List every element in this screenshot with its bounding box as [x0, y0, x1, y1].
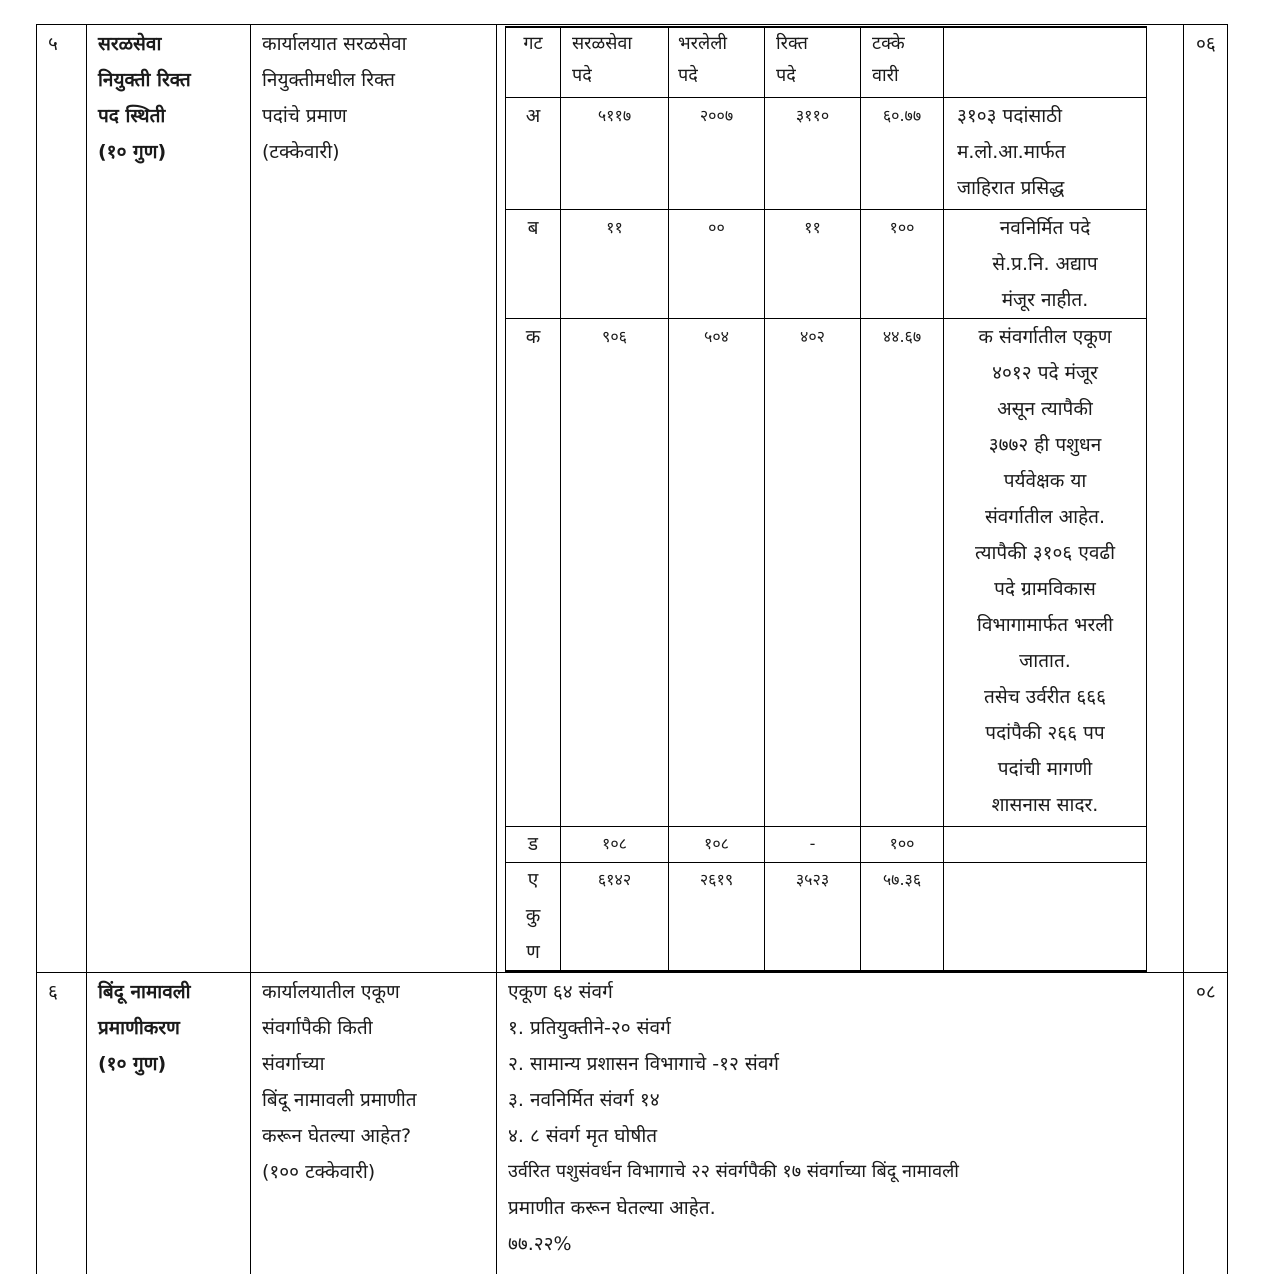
cell-remark: नवनिर्मित पदे [999, 217, 1091, 239]
criteria-line: करून घेतल्या आहेत? [262, 1125, 412, 1147]
cell-remark: शासनास सादर. [991, 794, 1099, 816]
cell-filled: २००७ [699, 106, 734, 125]
cell-sanctioned: १०८ [602, 834, 627, 853]
serial-number: ५ [48, 33, 58, 55]
cell-remark: पदांची मागणी [997, 758, 1093, 780]
col-border [86, 24, 87, 1274]
cell-remark: म.लो.आ.मार्फत [957, 141, 1066, 163]
cell-remark: ४०१२ पदे मंजूर [992, 362, 1098, 384]
detail-line: प्रमाणीत करून घेतल्या आहेत. [508, 1197, 716, 1219]
cell-remark: पदांपैकी २६६ पप [985, 722, 1105, 744]
cell-percent: १०० [889, 218, 915, 237]
criteria-line: संवर्गाच्या [262, 1053, 325, 1075]
cell-percent: ६०.७७ [882, 106, 922, 125]
cell-remark: त्यापैकी ३१०६ एवढी [974, 542, 1116, 564]
detail-line: ४. ८ संवर्ग मृत घोषीत [508, 1125, 658, 1147]
detail-line: एकूण ६४ संवर्ग [508, 981, 613, 1003]
cell-sanctioned: ६१४२ [597, 870, 632, 889]
header-filled: भरलेली [678, 33, 728, 54]
cell-gat: ए [527, 869, 539, 891]
criteria-line: संवर्गापैकी किती [262, 1017, 373, 1039]
topic-line: सरळसेवा [98, 33, 162, 55]
topic-marks: (१० गुण) [98, 141, 167, 163]
detail-line: ३. नवनिर्मित संवर्ग १४ [508, 1089, 660, 1111]
cell-percent: ५७.३६ [882, 870, 922, 889]
cell-remark: जातात. [1019, 650, 1071, 672]
cell-percent: १०० [889, 834, 915, 853]
header-percent: टक्के [872, 33, 905, 54]
criteria-line: (टक्केवारी) [262, 141, 340, 163]
cell-gat: ब [527, 217, 539, 239]
topic-line: पद स्थिती [98, 105, 166, 127]
cell-gat: ड [527, 833, 539, 855]
criteria-line: पदांचे प्रमाण [262, 105, 347, 127]
cell-filled: ०० [708, 218, 725, 237]
header-gat: गट [523, 33, 543, 54]
cell-remark: जाहिरात प्रसिद्ध [957, 177, 1065, 199]
cell-remark: संवर्गातील आहेत. [984, 506, 1106, 528]
cell-remark: पदे ग्रामविकास [994, 578, 1096, 600]
cell-filled: १०८ [704, 834, 729, 853]
cell-remark: असून त्यापैकी [997, 398, 1093, 420]
col-border [496, 24, 497, 1274]
cell-gat: ण [526, 941, 540, 963]
cell-gat: क [525, 326, 541, 348]
table-top-border [36, 24, 1228, 25]
header-vacant: रिक्त [776, 33, 808, 54]
criteria-line: बिंदू नामावली प्रमाणीत [262, 1089, 417, 1111]
inner-row-border [505, 970, 1147, 972]
cell-remark: विभागामार्फत भरली [976, 614, 1114, 636]
cell-remark: से.प्र.नि. अद्याप [992, 253, 1098, 275]
marks-value: ०८ [1196, 981, 1216, 1003]
cell-vacant: ४०२ [800, 327, 825, 346]
cell-remark: क संवर्गातील एकूण [978, 326, 1112, 348]
topic-marks: (१० गुण) [98, 1053, 167, 1075]
serial-number: ६ [48, 981, 58, 1003]
header-vacant: पदे [776, 65, 796, 86]
cell-filled: २६१९ [699, 870, 734, 889]
cell-vacant: ११ [804, 218, 821, 237]
marks-value: ०६ [1196, 33, 1216, 55]
cell-vacant: ३५२३ [795, 870, 830, 889]
col-border [1227, 24, 1228, 1274]
header-filled: पदे [678, 65, 698, 86]
cell-remark: मंजूर नाहीत. [1001, 289, 1089, 311]
col-border [1183, 24, 1184, 1274]
criteria-line: कार्यालयातील एकूण [262, 981, 400, 1003]
col-border [36, 24, 37, 1274]
cell-sanctioned: ५११७ [597, 106, 632, 125]
cell-gat: अ [525, 105, 541, 127]
header-sanctioned: पदे [572, 65, 592, 86]
header-sanctioned: सरळसेवा [572, 33, 633, 54]
row-divider [36, 972, 1228, 973]
cell-percent: ४४.६७ [882, 327, 922, 346]
criteria-line: कार्यालयात सरळसेवा [262, 33, 407, 55]
cell-remark: ३७७२ ही पशुधन [988, 434, 1102, 456]
cell-remark: पर्यवेक्षक या [1003, 470, 1087, 492]
cell-sanctioned: ९०६ [602, 327, 627, 346]
cell-vacant: ३११० [795, 106, 830, 125]
cell-sanctioned: ११ [606, 218, 623, 237]
detail-percentage: ७७.२२% [508, 1233, 572, 1255]
criteria-line: नियुक्तीमधील रिक्त [262, 69, 396, 91]
detail-line: १. प्रतियुक्तीने-२० संवर्ग [508, 1017, 671, 1039]
cell-remark: ३१०३ पदांसाठी [957, 105, 1063, 127]
cell-remark: तसेच उर्वरीत ६६६ [984, 686, 1106, 708]
detail-line: २. सामान्य प्रशासन विभागाचे -१२ संवर्ग [508, 1053, 779, 1075]
topic-line: बिंदू नामावली [98, 981, 191, 1003]
topic-line: नियुक्ती रिक्त [98, 69, 191, 91]
cell-vacant: - [809, 834, 816, 853]
col-border [250, 24, 251, 1274]
header-percent: वारी [872, 65, 899, 86]
cell-gat: कु [525, 905, 541, 927]
cell-filled: ५०४ [704, 327, 729, 346]
inner-col-border [1146, 26, 1147, 972]
detail-line: उर्वरित पशुसंवर्धन विभागाचे २२ संवर्गपैकी १७ संवर्गाच्या बिंदू नामावली [508, 1161, 959, 1182]
criteria-line: (१०० टक्केवारी) [262, 1161, 376, 1183]
topic-line: प्रमाणीकरण [98, 1017, 180, 1039]
